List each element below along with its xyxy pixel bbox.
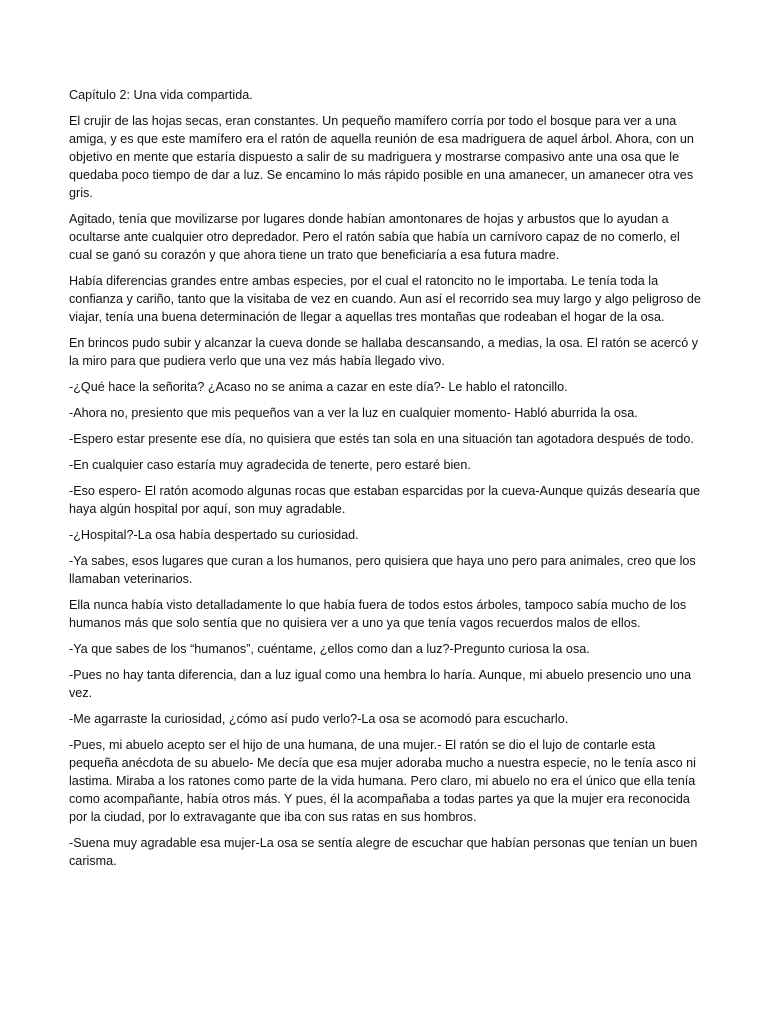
paragraph-7: -Espero estar presente ese día, no quisiera que estés tan sola en una situación tan agotadora después de todo. — [69, 432, 694, 446]
paragraph-1: El crujir de las hojas secas, eran constantes. Un pequeño mamífero corría por todo el bosque para ver a una amiga, y es que este mamífero era el ratón de aquella reunión de esa madriguera de aquel árbol. Ahora, con un objetivo en mente que estaría dispuesto a salir de su madriguera y mostrarse compasivo ante una osa que le quedaba poco tiempo de dar a luz. Se encamino lo más rápido posible en una amanecer, un amanecer otra ves gris. — [69, 114, 694, 200]
paragraph-15: -Me agarraste la curiosidad, ¿cómo así pudo verlo?-La osa se acomodó para escucharlo. — [69, 712, 569, 726]
paragraph-16: -Pues, mi abuelo acepto ser el hijo de una humana, de una mujer.- El ratón se dio el lujo de contarle esta pequeña anécdota de su abuelo- Me decía que esa mujer adoraba mucho a nuestra especie, no le tenía asco ni lastima. Miraba a los ratones como parte de la vida humana. Pero claro, mi abuelo no era el único que ella tenía como acompañante, había otros más. Y pues, él la acompañaba a todas partes ya que la mujer era reconocida por la ciudad, por lo extravagante que iba con sus ratas en sus hombros. — [69, 738, 696, 824]
paragraph-12: Ella nunca había visto detalladamente lo que había fuera de todos estos árboles, tampoco sabía mucho de los humanos más que solo sentía que no quisiera ver a uno ya que tenía vagos recuerdos malos de ellos. — [69, 598, 687, 630]
paragraph-5: -¿Qué hace la señorita? ¿Acaso no se anima a cazar en este día?- Le hablo el ratoncillo. — [69, 380, 568, 394]
paragraph-14: -Pues no hay tanta diferencia, dan a luz igual como una hembra lo haría. Aunque, mi abuelo presencio uno una vez. — [69, 668, 692, 700]
paragraph-8: -En cualquier caso estaría muy agradecida de tenerte, pero estaré bien. — [69, 458, 471, 472]
paragraph-4: En brincos pudo subir y alcanzar la cueva donde se hallaba descansando, a medias, la osa. El ratón se acercó y la miro para que pudiera verlo que una vez más había llegado vivo. — [69, 336, 699, 368]
paragraph-6: -Ahora no, presiento que mis pequeños van a ver la luz en cualquier momento- Habló aburrida la osa. — [69, 406, 638, 420]
paragraph-9: -Eso espero- El ratón acomodo algunas rocas que estaban esparcidas por la cueva-Aunque quizás desearía que haya algún hospital por aquí, son muy agradable. — [69, 484, 701, 516]
paragraph-11: -Ya sabes, esos lugares que curan a los humanos, pero quisiera que haya uno pero para animales, creo que los llamaban veterinarios. — [69, 554, 696, 586]
paragraph-17: -Suena muy agradable esa mujer-La osa se sentía alegre de escuchar que habían personas que tenían un buen carisma. — [69, 836, 698, 868]
paragraph-3: Había diferencias grandes entre ambas especies, por el cual el ratoncito no le importaba. Le tenía toda la confianza y cariño, tanto que la visitaba de vez en cuando. Aun así el recorrido sea muy largo y algo peligroso de viajar, tenía una buena determinación de llegar a aquellas tres montañas que rodeaban el hogar de la osa. — [69, 274, 701, 324]
paragraph-13: -Ya que sabes de los “humanos”, cuéntame, ¿ellos como dan a luz?-Pregunto curiosa la osa. — [69, 642, 590, 656]
chapter-title: Capítulo 2: Una vida compartida. — [69, 88, 253, 102]
paragraph-10: -¿Hospital?-La osa había despertado su curiosidad. — [69, 528, 359, 542]
paragraph-2: Agitado, tenía que movilizarse por lugares donde habían amontonares de hojas y arbustos que lo ayudan a ocultarse ante cualquier otro depredador. Pero el ratón sabía que había un carnívoro capaz de no comerlo, el cual se ganó su corazón y que ahora tiene un trato que beneficiaría a esa futura madre. — [69, 212, 680, 262]
document-page — [69, 86, 705, 878]
